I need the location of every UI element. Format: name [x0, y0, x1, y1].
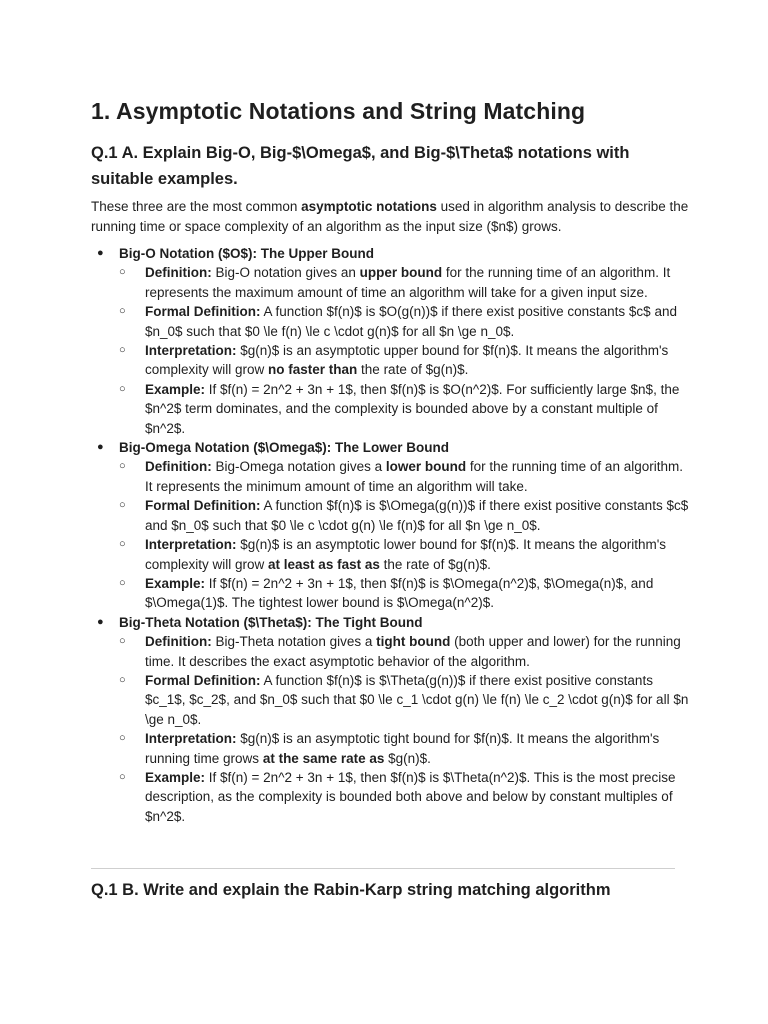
- detail-text: A function $f(n)$ is $\Omega(g(n))$ if there exist positive constants $c$ and $n_0$ such that $0 \le c \cdot g(n) \le f(n)$ for all $n \ge n_0$.: [145, 498, 689, 533]
- bullet-circle-icon: ○: [119, 770, 126, 783]
- section-divider: [91, 868, 675, 869]
- detail-text: $g(n)$ is an asymptotic tight bound for $f(n)$. It means the algorithm's running time grows: [145, 731, 660, 766]
- detail-item: [119, 671, 691, 729]
- detail-text: Big-Omega notation gives a: [211, 459, 386, 475]
- bullet-dot-icon: ●: [97, 247, 104, 259]
- detail-item: [119, 632, 691, 671]
- detail-text-after: (both upper and lower) for the running time. It describes the exact asymptotic behavior of the algorithm.: [145, 634, 681, 669]
- detail-text: A function $f(n)$ is $O(g(n))$ if there exist positive constants $c$ and $n_0$ such that $0 \le f(n) \le c \cdot g(n)$ for all $n \ge n_0$.: [145, 304, 677, 339]
- detail-label: Example:: [145, 575, 206, 591]
- detail-label: Interpretation:: [145, 343, 237, 359]
- detail-label: Definition:: [145, 265, 212, 281]
- detail-label: Formal Definition:: [145, 304, 261, 320]
- detail-text-after: for the running time of an algorithm. It represents the maximum amount of time an algorithm will take for a given input size.: [145, 265, 671, 300]
- detail-text: If $f(n) = 2n^2 + 3n + 1$, then $f(n)$ is $O(n^2)$. For sufficiently large $n$, the $n^2$ term dominates, and the complexity is bounded above by a constant multiple of $n^2$.: [145, 381, 680, 436]
- detail-text-after: the rate of $g(n)$.: [357, 362, 469, 378]
- detail-label: Example:: [145, 769, 206, 785]
- notation-heading: Big-Theta Notation ($\Theta$): The Tight Bound: [119, 614, 423, 630]
- notation-heading: Big-O Notation ($O$): The Upper Bound: [119, 246, 374, 261]
- bullet-circle-icon: ○: [119, 266, 126, 279]
- notation-item-big-omega: [91, 438, 691, 613]
- bullet-circle-icon: ○: [119, 460, 126, 473]
- detail-label: Interpretation:: [145, 731, 237, 747]
- notation-item-big-theta: [91, 613, 691, 826]
- detail-text: If $f(n) = 2n^2 + 3n + 1$, then $f(n)$ is $\Omega(n^2)$, $\Omega(n)$, and $\Omega(1)$. The tightest lower bound is $\Omega(n^2)$.: [145, 575, 654, 611]
- bullet-circle-icon: ○: [119, 538, 126, 551]
- detail-item: [119, 457, 691, 496]
- notation-heading: Big-Omega Notation ($\Omega$): The Lower Bound: [119, 440, 450, 456]
- bullet-circle-icon: ○: [119, 673, 126, 686]
- detail-text: $g(n)$ is an asymptotic lower bound for $f(n)$. It means the algorithm's complexity will grow: [145, 537, 667, 572]
- detail-item: [119, 496, 691, 535]
- detail-text: $g(n)$ is an asymptotic upper bound for $f(n)$. It means the algorithm's complexity will grow: [145, 343, 669, 378]
- notation-item-big-o: [91, 244, 691, 438]
- detail-label: Interpretation:: [145, 537, 237, 553]
- detail-item: [119, 768, 691, 826]
- bullet-circle-icon: ○: [119, 732, 126, 745]
- detail-item: [119, 263, 691, 302]
- detail-item: [119, 729, 691, 768]
- detail-label: Example:: [145, 381, 206, 397]
- notation-details: [119, 632, 691, 826]
- bullet-circle-icon: ○: [119, 635, 126, 648]
- detail-label: Formal Definition:: [145, 672, 261, 688]
- bullet-circle-icon: ○: [119, 305, 126, 318]
- page-title: 1. Asymptotic Notations and String Matching: [91, 98, 586, 124]
- detail-label: Formal Definition:: [145, 498, 261, 514]
- notation-details: [119, 263, 691, 438]
- question-heading-q1a: Q.1 A. Explain Big-O, Big-$\Omega$, and Big-$\Theta$ notations with suitable examples.: [91, 144, 630, 188]
- bullet-dot-icon: ●: [97, 615, 104, 628]
- detail-bold: no faster than: [268, 362, 358, 378]
- detail-item: [119, 380, 691, 438]
- intro-bold-term: asymptotic notations: [301, 199, 437, 214]
- detail-item: [119, 535, 691, 574]
- notation-details: [119, 457, 691, 612]
- bullet-circle-icon: ○: [119, 499, 126, 512]
- detail-bold: lower bound: [385, 459, 467, 475]
- detail-label: Definition:: [145, 459, 212, 475]
- bullet-circle-icon: ○: [119, 576, 126, 589]
- bullet-circle-icon: ○: [119, 382, 126, 395]
- detail-bold: at least as fast as: [268, 556, 380, 572]
- detail-text-after: the rate of $g(n)$.: [379, 556, 491, 572]
- detail-text: If $f(n) = 2n^2 + 3n + 1$, then $f(n)$ is $\Theta(n^2)$. This is the most precise description, as the complexity is bounded both above and below by constant multiples of $n^2$.: [145, 769, 676, 824]
- detail-bold: upper bound: [359, 265, 443, 281]
- question-heading-q1b: Q.1 B. Write and explain the Rabin-Karp string matching algorithm: [91, 881, 611, 899]
- detail-text: Big-Theta notation gives a: [211, 634, 377, 650]
- detail-text-after: $g(n)$.: [384, 750, 431, 766]
- detail-item: [119, 341, 691, 380]
- intro-text-after: used in algorithm analysis to describe the running time or space complexity of an algorithm as the input size ($n$) grows.: [91, 199, 689, 234]
- detail-text-after: for the running time of an algorithm. It represents the minimum amount of time an algorithm will take.: [145, 459, 683, 494]
- bullet-dot-icon: ●: [97, 441, 104, 454]
- detail-text: A function $f(n)$ is $\Theta(g(n))$ if there exist positive constants $c_1$, $c_2$, and $n_0$ such that $0 \le c_1 \cdot g(n) \le f(n) \le c_2 \cdot g(n)$ for all $n \ge n_0$.: [145, 672, 689, 727]
- intro-paragraph: [91, 197, 691, 237]
- detail-text: Big-O notation gives an: [211, 265, 360, 281]
- detail-bold: at the same rate as: [262, 750, 385, 766]
- detail-item: [119, 302, 691, 341]
- bullet-circle-icon: ○: [119, 344, 126, 357]
- detail-bold: tight bound: [376, 634, 451, 650]
- notation-list: [91, 244, 691, 826]
- detail-label: Definition:: [145, 634, 212, 650]
- detail-item: [119, 574, 691, 613]
- intro-text-before: These three are the most common: [91, 199, 302, 214]
